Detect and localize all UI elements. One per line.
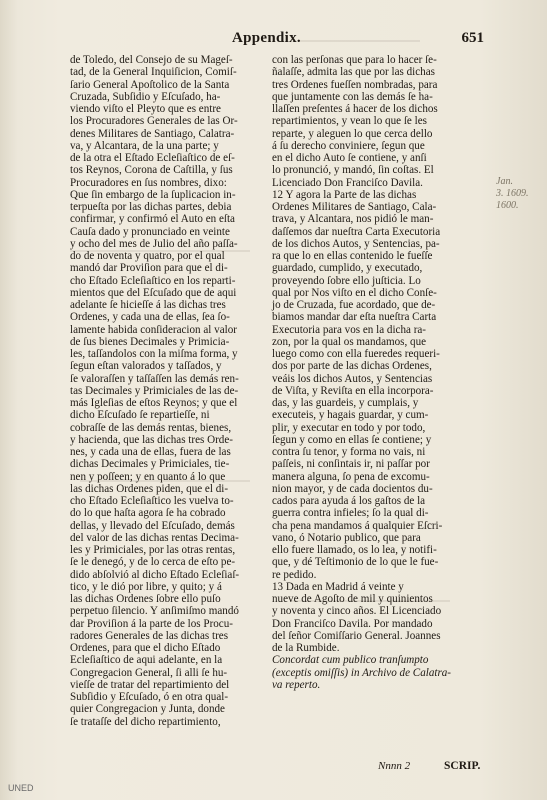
text-line: do de noventa y quatro, por el qual	[70, 250, 225, 262]
text-line: los Procuradores Generales de las Or-	[70, 115, 238, 128]
text-line: ñalaſſe, admita las que por las dichas	[272, 66, 435, 79]
text-line: Subſidio y Eſcuſado, ó en otra qual-	[70, 691, 229, 703]
text-line: zon, por la qual os mandamos, que	[272, 335, 427, 348]
text-line: mientos que del Eſcuſado que de aqui	[70, 286, 237, 299]
margin-note-line: 3. 1609.	[496, 188, 529, 199]
text-line: reparte, y aleguen lo que cerca dello	[272, 127, 433, 140]
text-line: de la Rumbide.	[272, 642, 340, 654]
text-line: lo pronunció, y mandó, ſin coſtas. El	[272, 164, 434, 177]
text-line: y hacienda, que las dichas tres Orde-	[70, 433, 233, 446]
text-line: Licenciado Don Franciſco Davila.	[272, 176, 423, 189]
text-line: tad, de la General Inquiſicion, Comiſ-	[70, 66, 237, 79]
text-line: adelante ſe hicieſſe á las dichas tres	[70, 299, 226, 311]
catchword: SCRIP.	[444, 760, 481, 772]
text-line: guardado, cumplido, y executado,	[272, 262, 423, 275]
text-line: ſario General Apoſtolico de la Santa	[70, 78, 230, 91]
page-number: 651	[461, 30, 484, 46]
text-line: y noventa y cinco años. El Licenciado	[272, 605, 442, 618]
text-line: las dichas Ordenes ſobre ello puſo	[70, 593, 221, 605]
text-line: executeis, y hagais guardar, y cum-	[272, 409, 429, 422]
text-line: en el dicho Auto ſe contiene, y anſi	[272, 152, 427, 164]
text-line: nueve de Agoſto de mil y quinientos	[272, 593, 433, 605]
text-line: de la otra el Eſtado Ecleſiaſtico de eſ-	[70, 152, 235, 164]
text-line: cha pena mandamos á qualquier Eſcri-	[272, 519, 443, 532]
text-line: las dichas Ordenes piden, que el di-	[70, 482, 229, 495]
text-line: proveyendo ſobre ello juſticia. Lo	[272, 274, 421, 287]
text-line: confirmar, y confirmó el Auto en eſta	[70, 213, 235, 226]
text-line: mandó dar Proviſion para que el di-	[70, 262, 228, 275]
text-line: Don Franciſco Davila. Por mandado	[272, 617, 433, 630]
text-line: guerra contra infieles; ſo la qual di-	[272, 507, 429, 520]
text-line: trava, y Alcantara, nos pidió le man-	[272, 213, 434, 226]
text-line: cho Eſtado Ecleſiaſtico les vuelva to-	[70, 495, 234, 507]
text-line: de Toledo, del Consejo de su Mageſ-	[70, 54, 233, 66]
text-line: dar Proviſion á la parte de los Procu-	[70, 617, 233, 630]
text-line: de ſus bienes Decimales y Primicia-	[70, 335, 230, 348]
text-line: quier Congregacion y Junta, donde	[70, 703, 225, 716]
text-line: que juntamente con las demás ſe ha-	[272, 90, 433, 103]
text-line: Cruzada, Subſidio y Eſcuſado, ha-	[70, 90, 221, 103]
text-line: vano, ó Notario publico, que para	[272, 531, 421, 544]
text-line: viendo viſto el Pleyto que es entre	[70, 103, 221, 115]
text-line: Executoria para vos en la dicha ra-	[272, 323, 427, 336]
text-line: nen y poſſeen; y en quanto á lo que	[70, 470, 226, 483]
text-line: con las perſonas que para lo hacer ſe-	[272, 54, 437, 66]
text-line: más Igleſias de eſtos Reynos; y que el	[70, 397, 238, 409]
text-line: 13 Dada en Madrid á veinte y	[272, 580, 404, 593]
library-stamp: UNED	[8, 783, 34, 793]
text-line: Cauſa dado y pronunciado en veinte	[70, 225, 230, 238]
text-line: daſſemos dar nueſtra Carta Executoria	[272, 225, 441, 238]
text-line: ſegun eſtan valorados y taſſados, y	[70, 360, 222, 373]
text-line: del ſeñor Comiſſario General. Joannes	[272, 629, 441, 642]
text-line: nion mayor, y de cada docientos du-	[272, 482, 433, 495]
margin-note-line: 1600.	[496, 200, 519, 211]
text-line: Ecleſiaſtico de aqui adelante, en la	[70, 654, 223, 667]
text-line: Congregacion General, ſi alli ſe hu-	[70, 666, 228, 679]
text-line: denes Militares de Santiago, Calatra-	[70, 127, 235, 140]
text-line: biamos mandar dar eſta nueſtra Carta	[272, 311, 437, 324]
text-line: radores Generales de las dichas tres	[70, 629, 229, 642]
text-line: Ordenes Militares de Santiago, Cala-	[272, 201, 437, 213]
text-line: luego como con ella fueredes requeri-	[272, 348, 440, 360]
text-line: veáis los dichos Autos, y Sentencias	[272, 372, 433, 385]
text-line: cobraſſe de las demás rentas, bienes,	[70, 421, 232, 434]
text-line: perpetuo ſilencio. Y anſimiſmo mandó	[70, 605, 239, 618]
text-line: ſegun y como en ellas ſe contiene; y	[272, 433, 432, 446]
citation-line: (exceptis omiſſis) in Archivo de Calatra-	[272, 666, 452, 679]
page-header	[72, 30, 484, 50]
text-line: les, taſſandolos con la miſma forma, y	[70, 348, 238, 360]
text-line: dido abſolvió al dicho Eſtado Ecleſiaſ-	[70, 568, 240, 581]
text-line: lamente habida conſideracion al valor	[70, 323, 237, 336]
text-line: á ſu derecho conviniere, ſegun que	[272, 139, 425, 152]
text-line: das, y las guardeis, y cumplais, y	[272, 397, 419, 409]
text-line: ſe valoraſſen y taſſaſſen las demás ren-	[70, 372, 239, 385]
text-line: terpueſta por las dichas partes, debia	[70, 201, 232, 213]
text-line: nes, y cada una de ellas, fuera de las	[70, 446, 231, 458]
text-line: y ocho del mes de Julio del año paſſa-	[70, 237, 238, 250]
text-line: del valor de las dichas rentas Decima-	[70, 531, 239, 544]
margin-note	[496, 176, 529, 212]
text-line: paſſeis, ni conſintais ir, ni paſſar por	[272, 458, 430, 471]
text-line: les y Primiciales, por las otras rentas,	[70, 544, 236, 556]
right-column	[272, 54, 472, 691]
text-line: jo de Cruzada, fue acordado, que de-	[272, 299, 436, 311]
text-line: 12 Y agora la Parte de las dichas	[272, 188, 417, 201]
text-line: ello fuere llamado, os lo lea, y notifi-	[272, 544, 437, 556]
text-line: tico, y le dió por libre, y quito; y á	[70, 580, 222, 593]
text-line: ra que lo en ellas contenido le fueſſe	[272, 250, 433, 262]
text-line: manera alguna, ſo pena de excomu-	[272, 470, 430, 483]
text-line: dellas, y llevado del Eſcuſado, demás	[70, 519, 235, 532]
text-line: plir, y executar en todo y por todo,	[272, 421, 426, 434]
text-line: dos por parte de las dichas Ordenes,	[272, 360, 432, 373]
text-line: Procuradores en ſus nombres, dixo:	[70, 176, 227, 189]
text-line: cados para ayuda á los gaſtos de la	[272, 495, 426, 507]
left-column	[70, 54, 266, 728]
text-line: llaſſen preſentes á hacer de los dichos	[272, 103, 438, 115]
text-line: dichas Decimales y Primiciales, tie-	[70, 458, 230, 471]
text-line: dicho Eſcuſado ſe repartieſſe, ni	[70, 409, 210, 422]
text-line: que, y dé Teſtimonio de lo que le fue-	[272, 556, 439, 569]
text-line: ſe trataſſe del dicho repartimiento,	[70, 715, 221, 728]
text-line: repartimientos, y vean lo que ſe les	[272, 115, 427, 128]
citation-line: Concordat cum publico tranſumpto	[272, 654, 429, 667]
text-line: Ordenes, y cada una de ellas, ſea ſo-	[70, 311, 230, 324]
text-line: cho Eſtado Ecleſiaſtico en los reparti-	[70, 274, 236, 287]
text-line: tos Reynos, Corona de Caſtilla, y ſus	[70, 164, 233, 177]
text-line: tres Ordenes fueſſen nombradas, para	[272, 78, 438, 91]
text-line: de los dichos Autos, y Sentencias, pa-	[272, 237, 440, 250]
text-line: Ordenes, para que el dicho Eſtado	[70, 642, 221, 654]
citation-line: va reperto.	[272, 678, 321, 691]
text-line: ſe le denegó, y de lo cerca de eſto pe-	[70, 556, 236, 569]
text-line: tas Decimales y Primiciales de las de-	[70, 384, 239, 397]
margin-note-line: Jan.	[496, 176, 513, 187]
signature-mark: Nnnn 2	[378, 760, 411, 772]
text-line: re pedido.	[272, 568, 317, 581]
text-line: contra ſu tenor, y forma no vais, ni	[272, 446, 426, 458]
text-line: do lo que haſta agora ſe ha cobrado	[70, 507, 226, 520]
text-line: va, y Alcantara, de la una parte; y	[70, 139, 219, 152]
text-line: de Viſta, y Reviſta en ella incorpora-	[272, 384, 434, 397]
page-title: Appendix.	[232, 30, 301, 46]
text-line: qual por Nos viſto en el dicho Conſe-	[272, 286, 437, 299]
text-line: vieſſe de tratar del repartimiento del	[70, 678, 230, 691]
text-line: Que ſin embargo de la ſuplicacion in-	[70, 188, 236, 201]
